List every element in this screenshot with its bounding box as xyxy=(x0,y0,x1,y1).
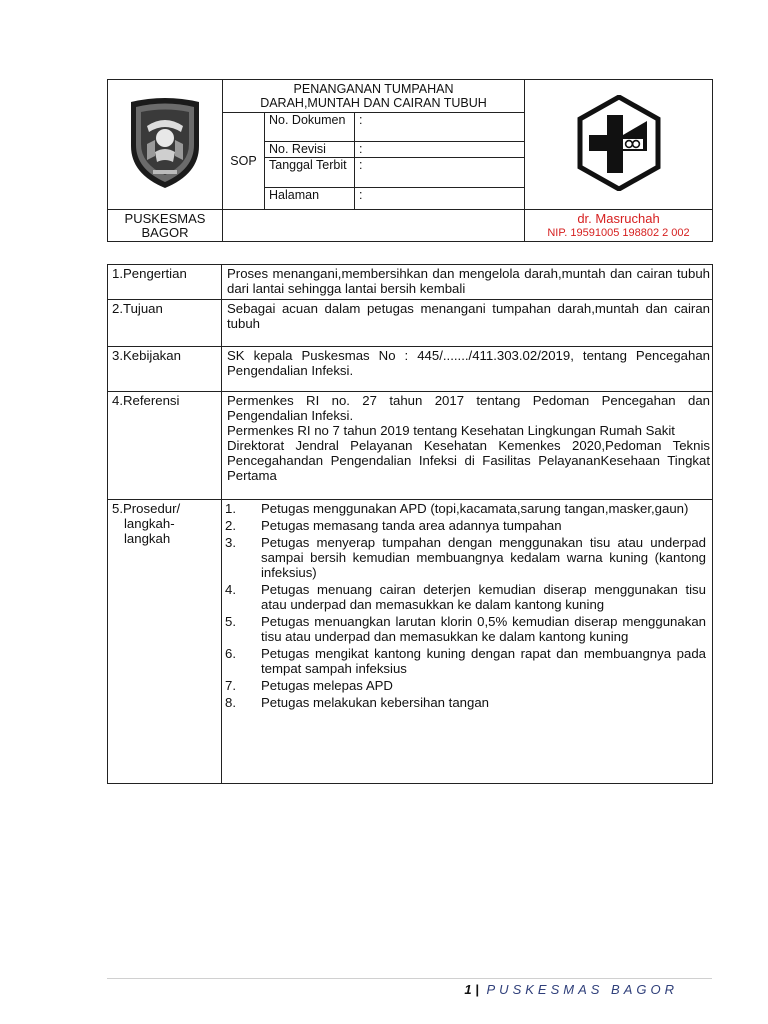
regional-emblem-cell xyxy=(108,80,223,210)
referensi-item: Permenkes RI no 7 tahun 2019 tentang Kesehatan Lingkungan Rumah Sakit xyxy=(227,423,675,438)
meta-value-tanggal-terbit: : xyxy=(355,158,525,188)
puskesmas-logo-icon xyxy=(577,95,661,191)
prosedur-label-line2: langkah- xyxy=(124,516,175,531)
section-text-pengertian: Proses menangani,membersihkan dan mengelola darah,muntah dan cairan tubuh dari lantai sehingga lantai bersih kembali xyxy=(222,265,713,300)
section-row-pengertian xyxy=(108,265,713,300)
section-text-kebijakan: SK kepala Puskesmas No : 445/......./411.303.02/2019, tentang Pencegahan Pengendalian Infeksi. xyxy=(222,347,713,392)
sop-content-table xyxy=(107,264,713,784)
health-logo-cell xyxy=(525,80,713,210)
page-number: 1 xyxy=(464,982,472,997)
section-label-referensi: 4.Referensi xyxy=(108,392,222,500)
section-label-kebijakan: 3.Kebijakan xyxy=(108,347,222,392)
section-row-prosedur xyxy=(108,500,713,784)
step-number: 5. xyxy=(225,614,236,629)
step-text: Petugas menuangkan larutan klorin 0,5% kemudian diserap menggunakan tisu atau underpad dan memasukkan ke dalam kantong kuning xyxy=(261,614,706,644)
meta-value-halaman: : xyxy=(355,188,525,210)
institution-empty-cell xyxy=(223,210,525,242)
list-item xyxy=(225,695,706,710)
regional-emblem-icon xyxy=(125,96,205,190)
prosedur-label-line1: 5.Prosedur/ xyxy=(112,501,181,516)
step-text: Petugas menyerap tumpahan dengan menggunakan tisu atau underpad sampai bersih kemudian membuangnya kedalam warna kuning (kantong infeksius) xyxy=(261,535,706,580)
prosedur-steps-list xyxy=(225,501,706,710)
section-label-pengertian: 1.Pengertian xyxy=(108,265,222,300)
section-row-kebijakan xyxy=(108,347,713,392)
meta-label-no-revisi: No. Revisi xyxy=(265,142,355,158)
section-row-referensi xyxy=(108,392,713,500)
meta-value-no-dokumen: : xyxy=(355,113,525,142)
page-footer xyxy=(464,982,678,997)
list-item xyxy=(225,614,706,644)
meta-label-no-dokumen: No. Dokumen xyxy=(265,113,355,142)
step-number: 6. xyxy=(225,646,236,661)
step-text: Petugas melepas APD xyxy=(261,678,393,693)
list-item xyxy=(225,582,706,612)
footer-divider xyxy=(107,978,712,979)
section-content-referensi xyxy=(222,392,713,500)
step-number: 2. xyxy=(225,518,236,533)
meta-label-halaman: Halaman xyxy=(265,188,355,210)
document-title-cell xyxy=(223,80,525,113)
prosedur-label-line3: langkah xyxy=(124,531,171,546)
list-item xyxy=(225,678,706,693)
referensi-item: Direktorat Jendral Pelayanan Kesehatan Kemenkes 2020,Pedoman Teknis Pencegahandan Pengendalian Infeksi di Fasilitas PelayananKesehaan Tingkat Pertama xyxy=(227,438,710,483)
referensi-item: Permenkes RI no. 27 tahun 2017 tentang Pedoman Pencegahan dan Pengendalian Infeksi. xyxy=(227,393,710,423)
signatory-name: dr. Masruchah xyxy=(577,210,660,226)
list-item xyxy=(225,646,706,676)
section-text-tujuan: Sebagai acuan dalam petugas menangani tumpahan darah,muntah dan cairan tubuh xyxy=(222,300,713,347)
section-label-tujuan: 2.Tujuan xyxy=(108,300,222,347)
step-text: Petugas melakukan kebersihan tangan xyxy=(261,695,490,710)
step-text: Petugas menggunakan APD (topi,kacamata,sarung tangan,masker,gaun) xyxy=(261,501,689,516)
list-item xyxy=(225,518,706,533)
step-number: 3. xyxy=(225,535,236,550)
signatory-nip: NIP. 19591005 198802 2 002 xyxy=(547,226,690,239)
section-row-tujuan xyxy=(108,300,713,347)
step-text: Petugas mengikat kantong kuning dengan rapat dan membuangnya pada tempat sampah infeksius xyxy=(261,646,706,676)
institution-line2: BAGOR xyxy=(141,224,189,240)
footer-separator: | xyxy=(475,982,479,997)
sop-label: SOP xyxy=(230,154,257,168)
step-number: 1. xyxy=(225,501,236,516)
step-text: Petugas menuang cairan deterjen kemudian diserap menggunakan tisu atau underpad dan memasukkan ke dalam kantong kuning xyxy=(261,582,706,612)
footer-org: PUSKESMAS BAGOR xyxy=(486,982,678,997)
list-item xyxy=(225,535,706,580)
step-number: 4. xyxy=(225,582,236,597)
list-item xyxy=(225,501,706,516)
document-title-line1: PENANGANAN TUMPAHAN xyxy=(293,82,454,96)
document-title-line2: DARAH,MUNTAH DAN CAIRAN TUBUH xyxy=(260,96,487,110)
signatory-cell xyxy=(525,210,713,242)
step-number: 7. xyxy=(225,678,236,693)
section-content-prosedur xyxy=(222,500,713,784)
sop-header-table xyxy=(107,79,713,242)
step-number: 8. xyxy=(225,695,236,710)
institution-cell xyxy=(108,210,223,242)
sop-label-cell xyxy=(223,113,265,210)
step-text: Petugas memasang tanda area adannya tumpahan xyxy=(261,518,562,533)
meta-label-tanggal-terbit: Tanggal Terbit xyxy=(265,158,355,188)
section-label-prosedur xyxy=(108,500,222,784)
institution-line1: PUSKESMAS xyxy=(124,210,206,226)
meta-value-no-revisi: : xyxy=(355,142,525,158)
